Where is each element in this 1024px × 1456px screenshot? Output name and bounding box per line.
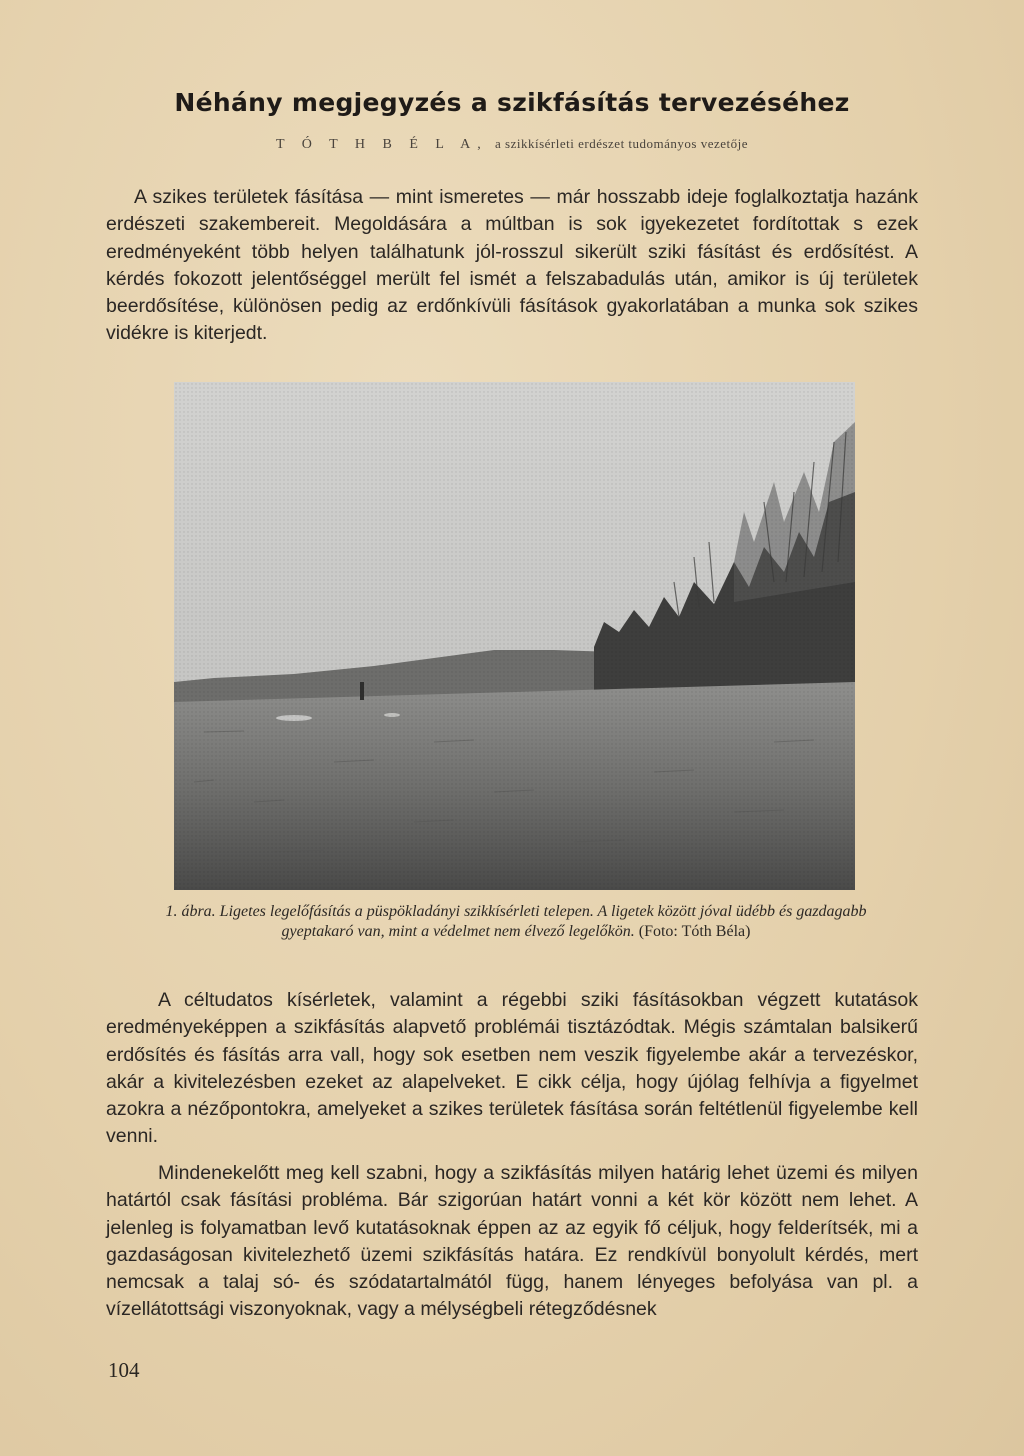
landscape-photo: [174, 382, 855, 890]
page-number: 104: [108, 1358, 140, 1382]
article-title: Néhány megjegyzés a szikfásítás tervezéséhez: [174, 88, 850, 117]
figure-caption: [160, 902, 872, 942]
author-name: T Ó T H B É L A,: [275, 137, 488, 152]
body-paragraph-3: Mindenekelőtt meg kell szabni, hogy a szikfásítás milyen határig lehet üzemi és milyen határtól csak fásítási probléma. Bár szigorúan határt vonni a két kör között nem lehet. A jelenleg is folyamatban levő kutatásoknak éppen az az egyik fő céljuk, hogy felderítsék, mi a gazdaságosan kivitelezhető üzemi szikfásítás határa. Ez rendkívül bonyolult kérdés, mert nemcsak a talaj só- és szódatartalmától függ, hanem lényeges befolyása van pl. a vízellátottsági viszonyoknak, vagy a mélységbeli rétegződésnek: [106, 1162, 918, 1321]
body-paragraph-2: A céltudatos kísérletek, valamint a régebbi sziki fásításokban végzett kutatások eredményeképpen a szikfásítás alapvető problémái tisztázódtak. Mégis számtalan balsikerű erdősítés és fásítás arra vall, hogy sok esetben nem veszik figyelembe akár a tervezéskor, akár a kivitelezésben ezeket az alapelveket. E cikk célja, hogy újólag felhívja a figyelmet azokra a nézőpontokra, amelyeket a szikes területek fásítása során feltétlenül figyelembe kell venni.: [106, 989, 918, 1148]
author-role: a szikkísérleti erdészet tudományos vezetője: [495, 136, 749, 151]
body-paragraph-1: A szikes területek fásítása — mint ismeretes — már hosszabb ideje foglalkoztatja hazánk erdészeti szakembereit. Megoldására a múltban is sok igyekezetet fordítottak s ezek eredményeként több helyen találhatunk jól-rosszul sikerült sziki fásítást és erdősítést. A kérdés fokozott jelentőséggel merült fel ismét a felszabadulás után, amikor is új területek beerdősítése, különösen pedig az erdőnkívüli fásítások gyakorlatában a munka sok szikes vidékre is kiterjedt.: [106, 186, 918, 345]
article-byline: [0, 136, 1024, 153]
photo-credit: (Foto: Tóth Béla): [638, 923, 751, 940]
caption-text: 1. ábra. Ligetes legelőfásítás a püspökladányi szikkísérleti telepen. A ligetek között jóval üdébb és gazdagabb gyeptakaró van, mint a védelmet nem élvező legelőkön.: [165, 903, 867, 940]
